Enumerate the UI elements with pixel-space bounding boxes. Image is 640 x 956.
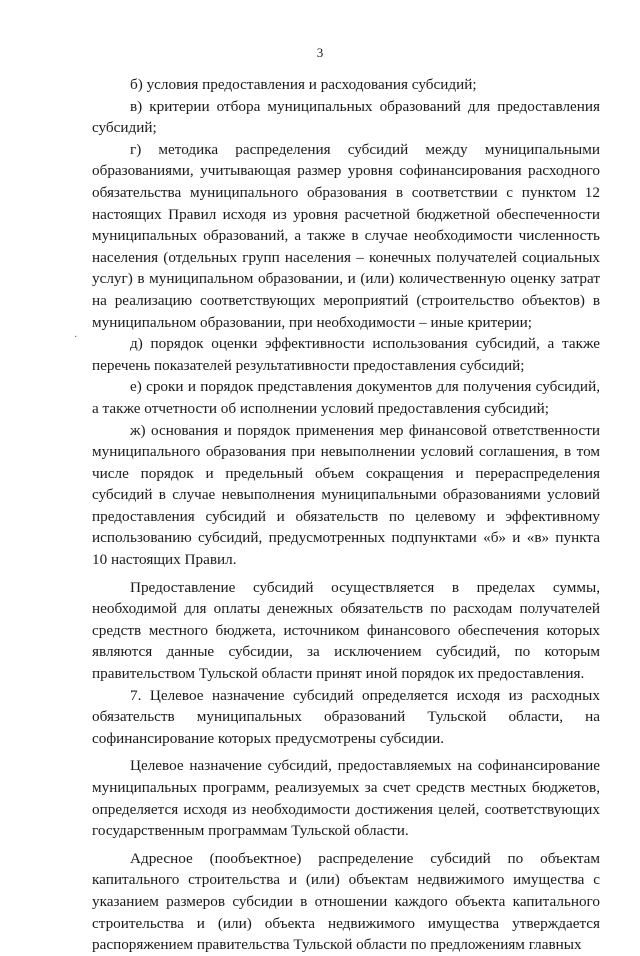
paragraph-d: д) порядок оценки эффективности использования субсидий, а также перечень показателей результативности предоставления субсидий; — [92, 335, 600, 374]
paragraph-g: г) методика распределения субсидий между муниципальными образованиями, учитывающая размер уровня софинансирования расходного обязательства муниципального образования в соответствии с пунктом 12 настоящих Правил исходя из уровня расчетной бюджетной обеспеченности муниципальных образований, а также в случае необходимости численность населения (отдельных групп населения – конечных получателей социальных услуг) в муниципальном образовании, и (или) количественную оценку затрат на реализацию соответствующих мероприятий (строительство объектов) в муниципальном образовании, при необходимости – иные критерии; — [92, 140, 600, 331]
paragraph-subsidy-limits: Предоставление субсидий осуществляется в пределах суммы, необходимой для оплаты денежных обязательств по расходам получателей средств местного бюджета, источником финансового обеспечения которых являются данные субсидии, за исключением субсидий, по которым правительством Тульской области принят иной порядок их предоставления. — [92, 578, 600, 683]
paragraph-v: в) критерии отбора муниципальных образований для предоставления субсидий; — [92, 97, 600, 137]
paragraph-b: б) условия предоставления и расходования субсидий; — [130, 76, 477, 93]
document-body — [92, 74, 600, 956]
margin-mark: · — [74, 332, 78, 343]
paragraph-zh: ж) основания и порядок применения мер финансовой ответственности муниципального образования при невыполнении условий соглашения, в том числе порядок и предельный объем сокращения и перераспределения субсидий в случае невыполнения муниципальными образованиями условий предоставления субсидий и обязательств по целевому и эффективному использованию субсидий, предусмотренных подпунктами «б» и «в» пункта 10 настоящих Правил. — [92, 421, 600, 569]
page-number: 3 — [316, 45, 324, 60]
paragraph-target-purpose: Целевое назначение субсидий, предоставляемых на софинансирование муниципальных программ, реализуемых за счет средств местных бюджетов, определяется исходя из необходимости достижения целей, соответствующих государственным программам Тульской области. — [92, 757, 600, 840]
paragraph-object-distribution: Адресное (пообъектное) распределение субсидий по объектам капитального строительства и (или) объектам недвижимого имущества с указанием размеров субсидии в отношении каждого объекта капитального строительства и (или) объекта недвижимого имущества утверждается распоряжением правительства Тульской области по предложениям главных — [92, 849, 600, 954]
paragraph-e: е) сроки и порядок представления документов для получения субсидий, а также отчетности об исполнении условий предоставления субсидий; — [92, 378, 600, 417]
paragraph-item-7: 7. Целевое назначение субсидий определяется исходя из расходных обязательств муниципальных образований Тульской области, на софинансирование которых предусмотрены субсидии. — [92, 686, 600, 747]
